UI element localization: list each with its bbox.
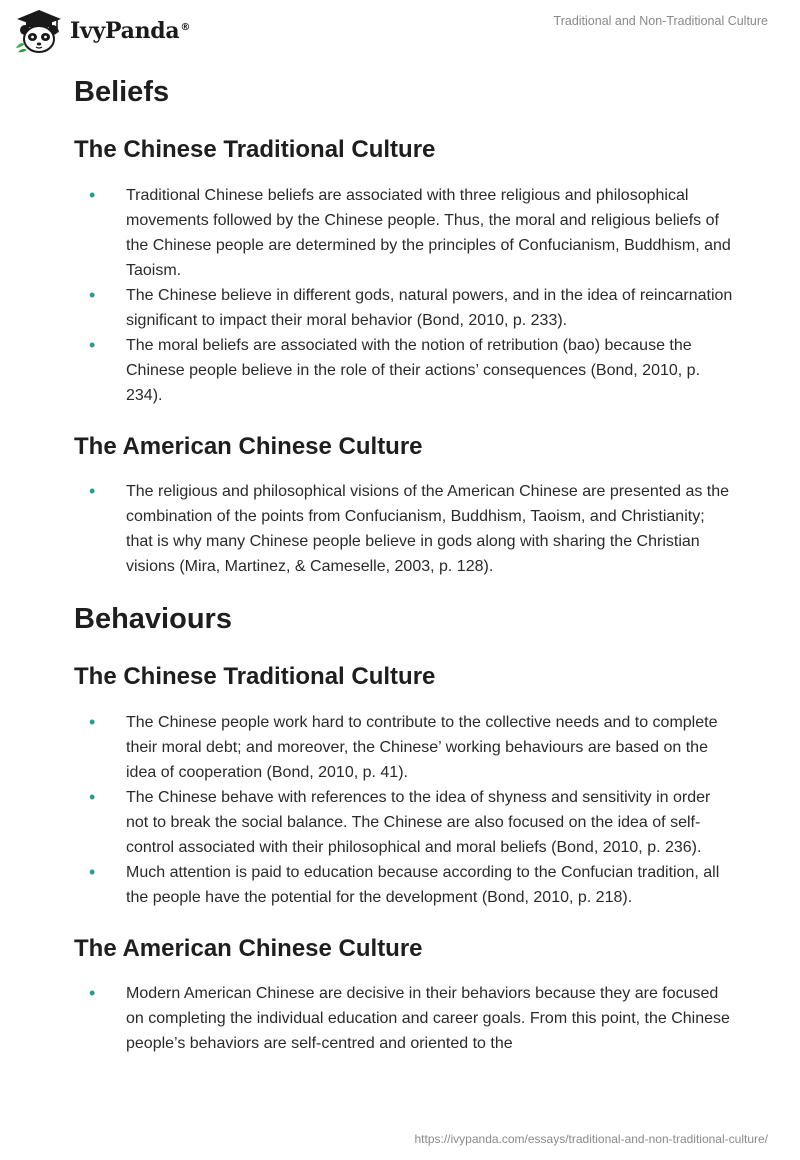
bullet-icon: • <box>89 335 96 355</box>
bullet-icon: • <box>89 712 96 732</box>
panda-graduate-icon <box>14 8 64 54</box>
section-heading-behaviours: Behaviours <box>74 603 232 635</box>
document-title: Traditional and Non-Traditional Culture <box>553 14 768 28</box>
beliefs-american-chinese-list <box>74 479 734 579</box>
bullet-icon: • <box>89 481 96 501</box>
list-item: • Modern American Chinese are decisive in their behaviors because they are focused on completing the individual education and career goals. From this point, the Chinese people’s behaviors are self-centred and oriented to the <box>89 983 730 1052</box>
list-item: • The religious and philosophical visions of the American Chinese are presented as the combination of the points from Confucianism, Buddhism, Taoism, and Christianity; that is why many Chinese people believe in gods along with sharing the Christian visions (Mira, Martinez, & Cameselle, 2003, p. 128). <box>89 481 730 575</box>
bullet-icon: • <box>89 285 96 305</box>
subheading-behaviours-chinese-traditional: The Chinese Traditional Culture <box>74 663 436 690</box>
bullet-icon: • <box>89 983 96 1003</box>
behaviours-american-chinese-list <box>74 981 734 1056</box>
list-item: • Traditional Chinese beliefs are associated with three religious and philosophical movements followed by the Chinese people. Thus, the moral and religious beliefs of the Chinese people are determined by the principles of Confucianism, Buddhism, and Taoism. <box>89 185 731 279</box>
source-url-link[interactable]: https://ivypanda.com/essays/traditional-and-non-traditional-culture/ <box>414 1132 768 1146</box>
list-item: • Much attention is paid to education because according to the Confucian tradition, all the people have the potential for the development (Bond, 2010, p. 218). <box>89 862 720 906</box>
section-heading-beliefs: Beliefs <box>74 76 170 108</box>
behaviours-chinese-traditional-list <box>74 710 734 910</box>
page-header <box>0 0 800 60</box>
list-item: • The Chinese people work hard to contribute to the collective needs and to complete their moral debt; and moreover, the Chinese’ working behaviours are based on the idea of cooperation (Bond, 2010, p. 41). <box>89 712 718 781</box>
subheading-behaviours-american-chinese: The American Chinese Culture <box>74 935 423 962</box>
bullet-icon: • <box>89 862 96 882</box>
ivypanda-logo[interactable] <box>14 8 190 54</box>
essay-content <box>74 72 734 1056</box>
list-item: • The moral beliefs are associated with the notion of retribution (bao) because the Chinese people believe in the role of their actions’ consequences (Bond, 2010, p. 234). <box>89 335 701 404</box>
brand-name: IvyPanda® <box>70 18 191 44</box>
registered-mark: ® <box>180 21 191 33</box>
bullet-icon: • <box>89 787 96 807</box>
list-item: • The Chinese behave with references to the idea of shyness and sensitivity in order not to break the social balance. The Chinese are also focused on the idea of self-control associated with their philosophical and moral beliefs (Bond, 2010, p. 236). <box>89 787 711 856</box>
subheading-beliefs-chinese-traditional: The Chinese Traditional Culture <box>74 136 436 163</box>
beliefs-chinese-traditional-list <box>74 183 734 408</box>
list-item: • The Chinese believe in different gods, natural powers, and in the idea of reincarnation significant to impact their moral behavior (Bond, 2010, p. 233). <box>89 285 733 329</box>
subheading-beliefs-american-chinese: The American Chinese Culture <box>74 433 423 460</box>
bullet-icon: • <box>89 185 96 205</box>
